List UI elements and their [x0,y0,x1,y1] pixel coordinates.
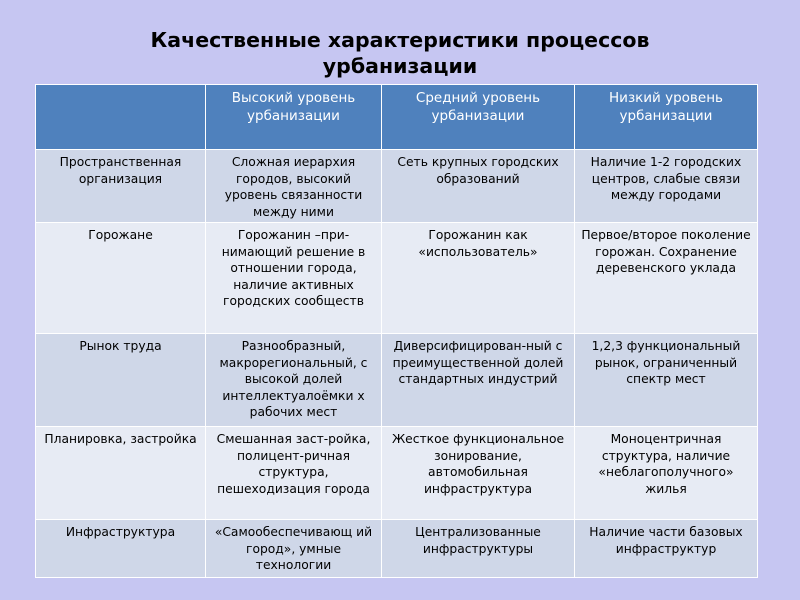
urbanization-table [35,84,758,578]
row-label: Планировка, застройка [36,427,206,520]
slide-title-line-2: урбанизации [322,54,478,78]
cell-low: Моноцентричная структура, наличие «неблагополучного» жилья [575,427,758,520]
cell-high: Смешанная заст-ройка, полицент-ричная структура, пешеходизация города [206,427,382,520]
table-row [36,427,758,520]
table-body [36,150,758,578]
table-row [36,150,758,223]
table-row [36,334,758,427]
row-label: Рынок труда [36,334,206,427]
cell-medium: Диверсифицирован-ный с преимущественной долей стандартных индустрий [382,334,575,427]
cell-low: 1,2,3 функциональный рынок, ограниченный спектр мест [575,334,758,427]
header-row [36,85,758,150]
cell-high: Разнообразный, макрорегиональный, с высокой долей интеллектуалоёмки х рабочих мест [206,334,382,427]
cell-high: «Самообеспечивающ ий город», умные технологии [206,520,382,578]
slide-title-line-1: Качественные характеристики процессов [150,28,650,52]
cell-low: Первое/второе поколение горожан. Сохранение деревенского уклада [575,223,758,334]
header-cell-medium: Средний уровень урбанизации [382,85,575,150]
cell-medium: Централизованные инфраструктуры [382,520,575,578]
cell-medium: Горожанин как «использователь» [382,223,575,334]
header-cell-low: Низкий уровень урбанизации [575,85,758,150]
row-label: Горожане [36,223,206,334]
table-row [36,223,758,334]
table-row [36,520,758,578]
cell-medium: Жесткое функциональное зонирование, автомобильная инфраструктура [382,427,575,520]
cell-high: Горожанин –при-нимающий решение в отношении города, наличие активных городских сообществ [206,223,382,334]
cell-low: Наличие части базовых инфраструктур [575,520,758,578]
header-cell-high: Высокий уровень урбанизации [206,85,382,150]
table-header [36,85,758,150]
row-label: Инфраструктура [36,520,206,578]
cell-high: Сложная иерархия городов, высокий уровень связанности между ними [206,150,382,223]
row-label: Пространственная организация [36,150,206,223]
cell-medium: Сеть крупных городских образований [382,150,575,223]
header-cell-corner [36,85,206,150]
cell-low: Наличие 1-2 городских центров, слабые связи между городами [575,150,758,223]
slide-title [0,27,800,79]
